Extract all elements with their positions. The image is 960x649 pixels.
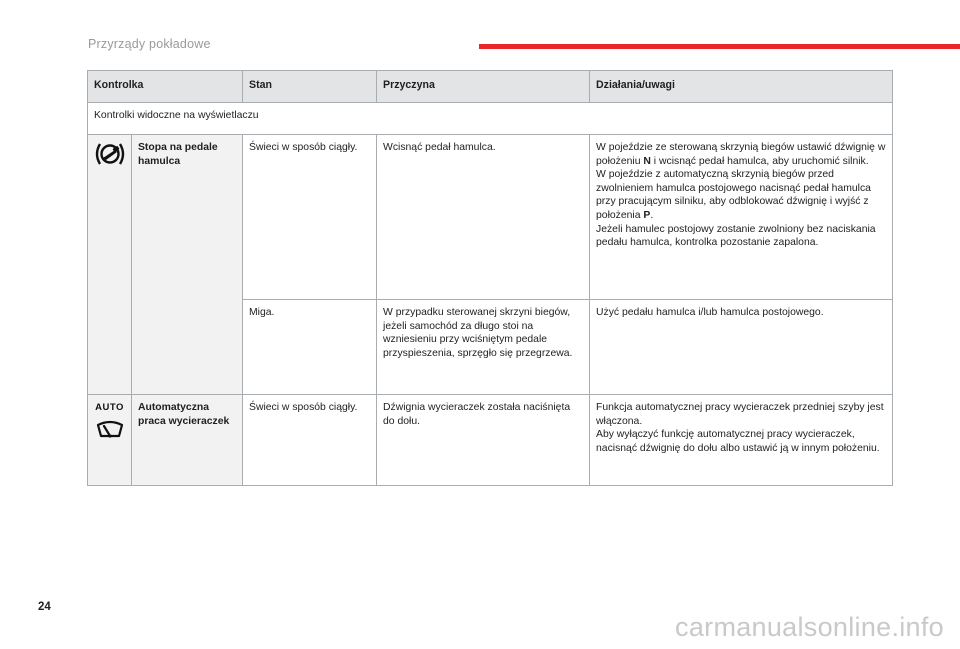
page-number: 24 xyxy=(38,601,51,613)
brake-pedal-foot-icon xyxy=(90,141,129,167)
action-text: i wcisnąć pedał hamulca, aby uruchomić silnik. xyxy=(650,155,869,167)
icon-cell xyxy=(88,135,132,395)
action-cell xyxy=(590,135,893,300)
column-header-stan: Stan xyxy=(243,71,377,103)
action-cell xyxy=(590,395,893,486)
action-text: Jeżeli hamulec postojowy zostanie zwolniony bez naciskania pedału hamulca, kontrolka pozostanie zapalona. xyxy=(596,223,876,249)
action-text: Aby wyłączyć funkcję automatycznej pracy wycieraczek, nacisnąć dźwignię do dołu albo ustawić ją w innym położeniu. xyxy=(596,429,880,454)
warning-name: Stopa na pedale hamulca xyxy=(132,135,243,395)
section-title: Przyrządy pokładowe xyxy=(88,37,211,51)
action-cell: Użyć pedału hamulca i/lub hamulca postojowego. xyxy=(590,300,893,395)
state-cell: Świeci w sposób ciągły. xyxy=(243,135,377,300)
state-cell: Świeci w sposób ciągły. xyxy=(243,395,377,486)
cause-cell: W przypadku sterowanej skrzyni biegów, jeżeli samochód za długo stoi na wzniesieniu przy wciśniętym pedale przyspieszenia, sprzęgło się przegrzewa. xyxy=(377,300,590,395)
section-row xyxy=(88,103,893,135)
warning-lights-table xyxy=(87,70,893,486)
action-text: W pojeździe z automatyczną skrzynią biegów przed zwolnieniem hamulca postojowego nacisnąć pedał hamulca przy pracującym silniku, aby odblokować dźwignię i wyjść z położenia xyxy=(596,169,871,221)
auto-label: AUTO xyxy=(95,402,124,413)
cause-cell: Dźwignia wycieraczek została naciśnięta do dołu. xyxy=(377,395,590,486)
column-header-przyczyna: Przyczyna xyxy=(377,71,590,103)
table-row xyxy=(88,395,893,486)
warning-name: Automatyczna praca wycieraczek xyxy=(132,395,243,486)
gear-position-p: P xyxy=(643,209,651,221)
auto-wiper-icon xyxy=(90,418,129,440)
icon-cell xyxy=(88,395,132,486)
table-row xyxy=(88,135,893,300)
table-header-row xyxy=(88,71,893,103)
column-header-dzialania: Działania/uwagi xyxy=(590,71,893,103)
watermark: carmanualsonline.info xyxy=(675,612,944,642)
cause-cell: Wcisnąć pedał hamulca. xyxy=(377,135,590,300)
section-label: Kontrolki widoczne na wyświetlaczu xyxy=(88,103,893,135)
accent-bar xyxy=(479,44,960,49)
action-text: . xyxy=(650,209,654,221)
column-header-kontrolka: Kontrolka xyxy=(88,71,243,103)
action-text: W pojeździe ze sterowaną skrzynią biegów ustawić dźwignię w położeniu xyxy=(596,142,886,167)
state-cell: Miga. xyxy=(243,300,377,395)
gear-position-n: N xyxy=(643,155,651,167)
action-text: Funkcja automatycznej pracy wycieraczek przedniej szyby jest włączona. xyxy=(596,402,884,427)
